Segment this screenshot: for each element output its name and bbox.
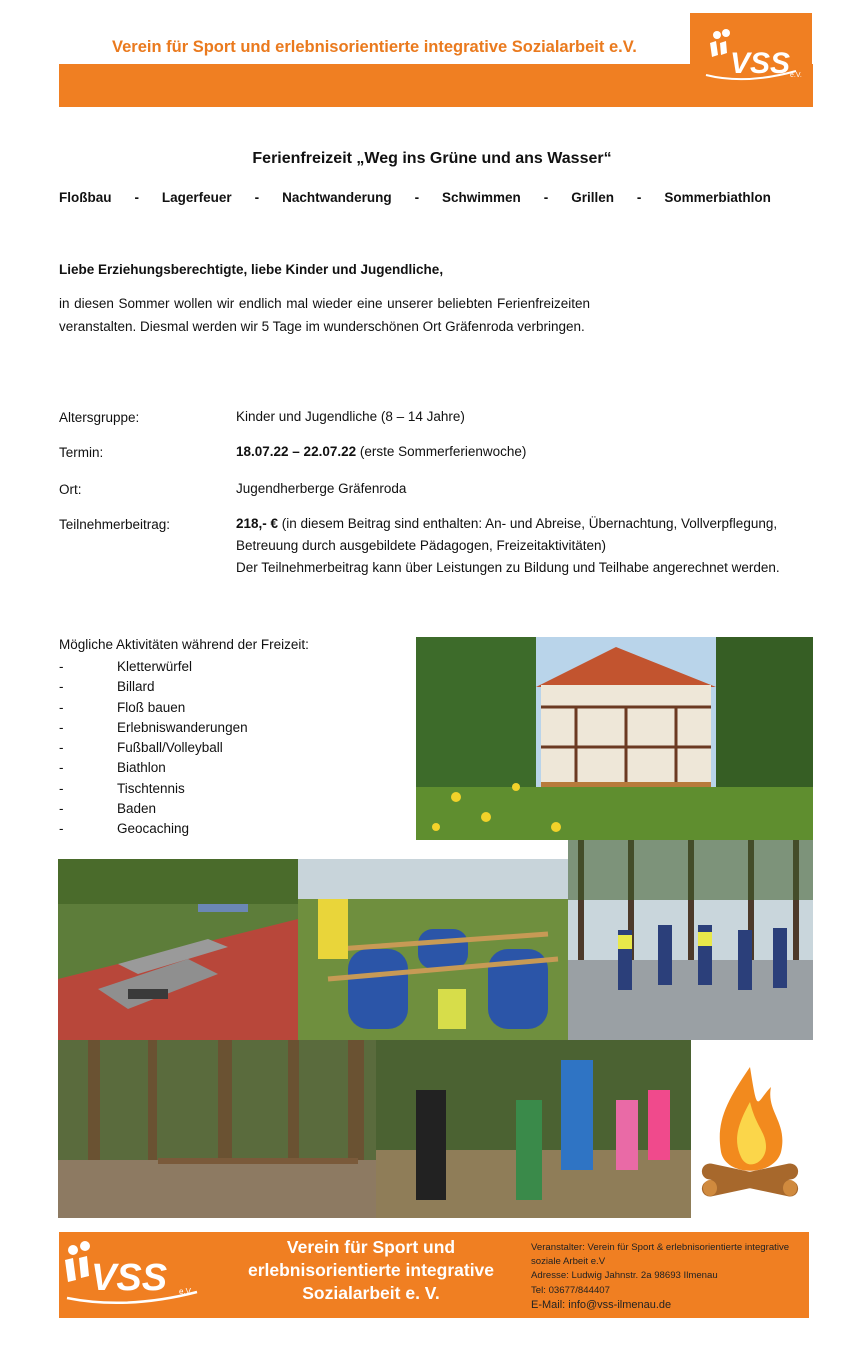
hostel-photo: [416, 637, 813, 840]
activities-heading: Mögliche Aktivitäten während der Freizeit:: [59, 637, 309, 652]
intro-paragraph: in diesen Sommer wollen wir endlich mal wieder eine unserer beliebten Ferienfreizeiten veranstalten. Diesmal werden wir 5 Tage im wunderschönen Ort Gräfenroda verbringen.: [59, 296, 590, 334]
footer-logo-suffix: e.V.: [179, 1287, 193, 1296]
separator: -: [636, 190, 642, 205]
place-value: Jugendherberge Gräfenroda: [236, 481, 407, 496]
fee-amount: 218,- €: [236, 516, 279, 531]
list-item: - Tischtennis: [59, 780, 185, 796]
footer-organizer: Veranstalter: Verein für Sport & erlebnisorientierte integrative soziale Arbeit e.V: [531, 1242, 790, 1268]
separator: -: [134, 190, 139, 205]
fee-label: Teilnehmerbeitrag:: [59, 517, 171, 532]
footer-address: Adresse: Ludwig Jahnstr. 2a 98693 Ilmenau: [531, 1270, 718, 1282]
footer-contact: [531, 1241, 806, 1312]
date-note: (erste Sommerferienwoche): [356, 444, 527, 459]
separator: -: [414, 190, 420, 205]
footer-org-name: Verein für Sport und erlebnisorientierte integrative Sozialarbeit e. V.: [247, 1237, 495, 1303]
age-group-label: Altersgruppe:: [59, 410, 140, 425]
place-label: Ort:: [59, 482, 82, 497]
activity-campfire: Lagerfeuer: [161, 190, 232, 205]
activity-grilling: Grillen: [571, 190, 614, 205]
activity-summer-biathlon: Sommerbiathlon: [664, 190, 771, 205]
page-title: Ferienfreizeit „Weg ins Grüne und ans Wasser“: [252, 150, 612, 167]
activity-night-hike: Nachtwanderung: [282, 190, 392, 205]
activities-list: [59, 657, 248, 840]
activities-line: [59, 190, 771, 205]
header-logo-text: VSS: [730, 47, 791, 80]
vss-logo: [690, 13, 812, 85]
list-item: - Kletterwürfel: [59, 659, 193, 674]
raft-building-photo: [298, 859, 568, 1040]
list-item: - Geocaching: [59, 821, 190, 837]
list-item: - Floß bauen: [59, 699, 186, 715]
age-group-value: Kinder und Jugendliche (8 – 14 Jahre): [236, 409, 465, 424]
list-item: - Fußball/Volleyball: [59, 740, 223, 756]
footer-phone: Tel: 03677/844407: [531, 1284, 610, 1296]
header-logo-suffix: e.V.: [790, 72, 802, 79]
blindfold-walk-photo: [376, 1040, 691, 1218]
separator: -: [254, 190, 260, 205]
date-label: Termin:: [59, 445, 104, 460]
separator: -: [543, 190, 549, 205]
header-org-name: Verein für Sport und erlebnisorientierte integrative Sozialarbeit e.V.: [112, 38, 637, 56]
list-item: - Biathlon: [59, 760, 166, 776]
fee-value: [236, 513, 806, 579]
activity-swimming: Schwimmen: [442, 190, 521, 205]
footer-logo-text: VSS: [91, 1257, 168, 1299]
campfire-illustration: [696, 1062, 804, 1210]
list-item: - Billard: [59, 679, 155, 695]
list-item: - Baden: [59, 801, 157, 817]
date-value: [236, 441, 806, 463]
greeting: Liebe Erziehungsberechtigte, liebe Kinder und Jugendliche,: [59, 262, 444, 277]
scooter-photo: [568, 840, 813, 1040]
forest-photo: [58, 1040, 376, 1218]
list-item: - Erlebniswanderungen: [59, 719, 248, 735]
footer-vss-logo: [59, 1232, 209, 1318]
fee-note: Der Teilnehmerbeitrag kann über Leistungen zu Bildung und Teilhabe angerechnet werden.: [236, 560, 780, 575]
fee-includes: (in diesem Beitrag sind enthalten: An- und Abreise, Übernachtung, Vollverpflegung, Betreuung durch ausgebildete Pädagogen, Freizeitaktivitäten): [236, 516, 778, 553]
biathlon-photo: [58, 859, 298, 1040]
footer-email: E-Mail: info@vss-ilmenau.de: [531, 1298, 672, 1311]
activity-raft: Floßbau: [59, 190, 112, 205]
date-range: 18.07.22 – 22.07.22: [236, 444, 357, 459]
